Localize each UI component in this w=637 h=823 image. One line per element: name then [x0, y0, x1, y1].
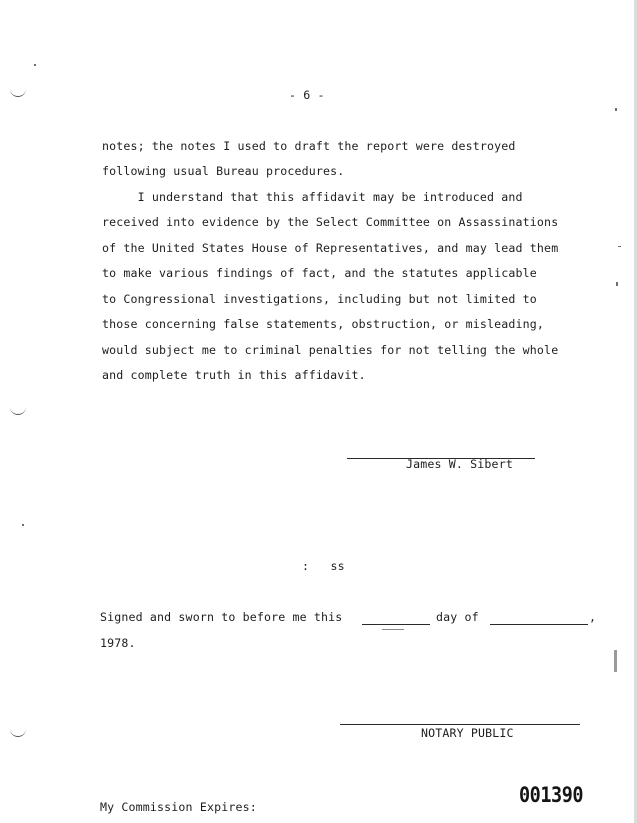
body-line: would subject me to criminal penalties for not telling the whole [102, 343, 559, 357]
day-blank-line [362, 624, 430, 625]
body-line: those concerning false statements, obstruction, or misleading, [102, 317, 545, 331]
scan-speck [614, 650, 617, 672]
scan-speck [615, 108, 617, 111]
month-blank-line [490, 624, 588, 625]
notary-public-label: NOTARY PUBLIC [421, 726, 514, 740]
body-line: and complete truth in this affidavit. [102, 368, 366, 382]
scan-speck [618, 246, 621, 247]
signer-name: James W. Sibert [406, 457, 513, 471]
jurat-year: 1978. [100, 636, 136, 650]
venue-ss: : ss [302, 559, 345, 573]
body-line: of the United States House of Representatives, and may lead them [102, 241, 559, 255]
body-line: received into evidence by the Select Committee on Assassinations [102, 215, 559, 229]
body-line: to Congressional investigations, including but not limited to [102, 292, 537, 306]
binding-mark [10, 88, 26, 97]
page-number: - 6 - [289, 88, 325, 102]
scan-speck [34, 64, 36, 66]
scan-speck [382, 629, 404, 630]
notary-signature-line [340, 724, 580, 725]
body-line: to make various findings of fact, and the statutes applicable [102, 266, 537, 280]
jurat-comma: , [589, 610, 597, 624]
jurat-signed-text: Signed and sworn to before me this [100, 610, 343, 624]
body-line: notes; the notes I used to draft the report were destroyed [102, 139, 516, 153]
commission-expires-label: My Commission Expires: [100, 800, 257, 814]
body-line: I understand that this affidavit may be introduced and [102, 190, 523, 204]
body-line: following usual Bureau procedures. [102, 164, 345, 178]
jurat-day-text: day of [436, 610, 479, 624]
scan-speck [22, 524, 24, 526]
scan-speck [616, 282, 618, 286]
binding-mark [10, 728, 26, 737]
binding-mark [10, 406, 26, 415]
document-number-stamp: 001390 [519, 783, 584, 807]
